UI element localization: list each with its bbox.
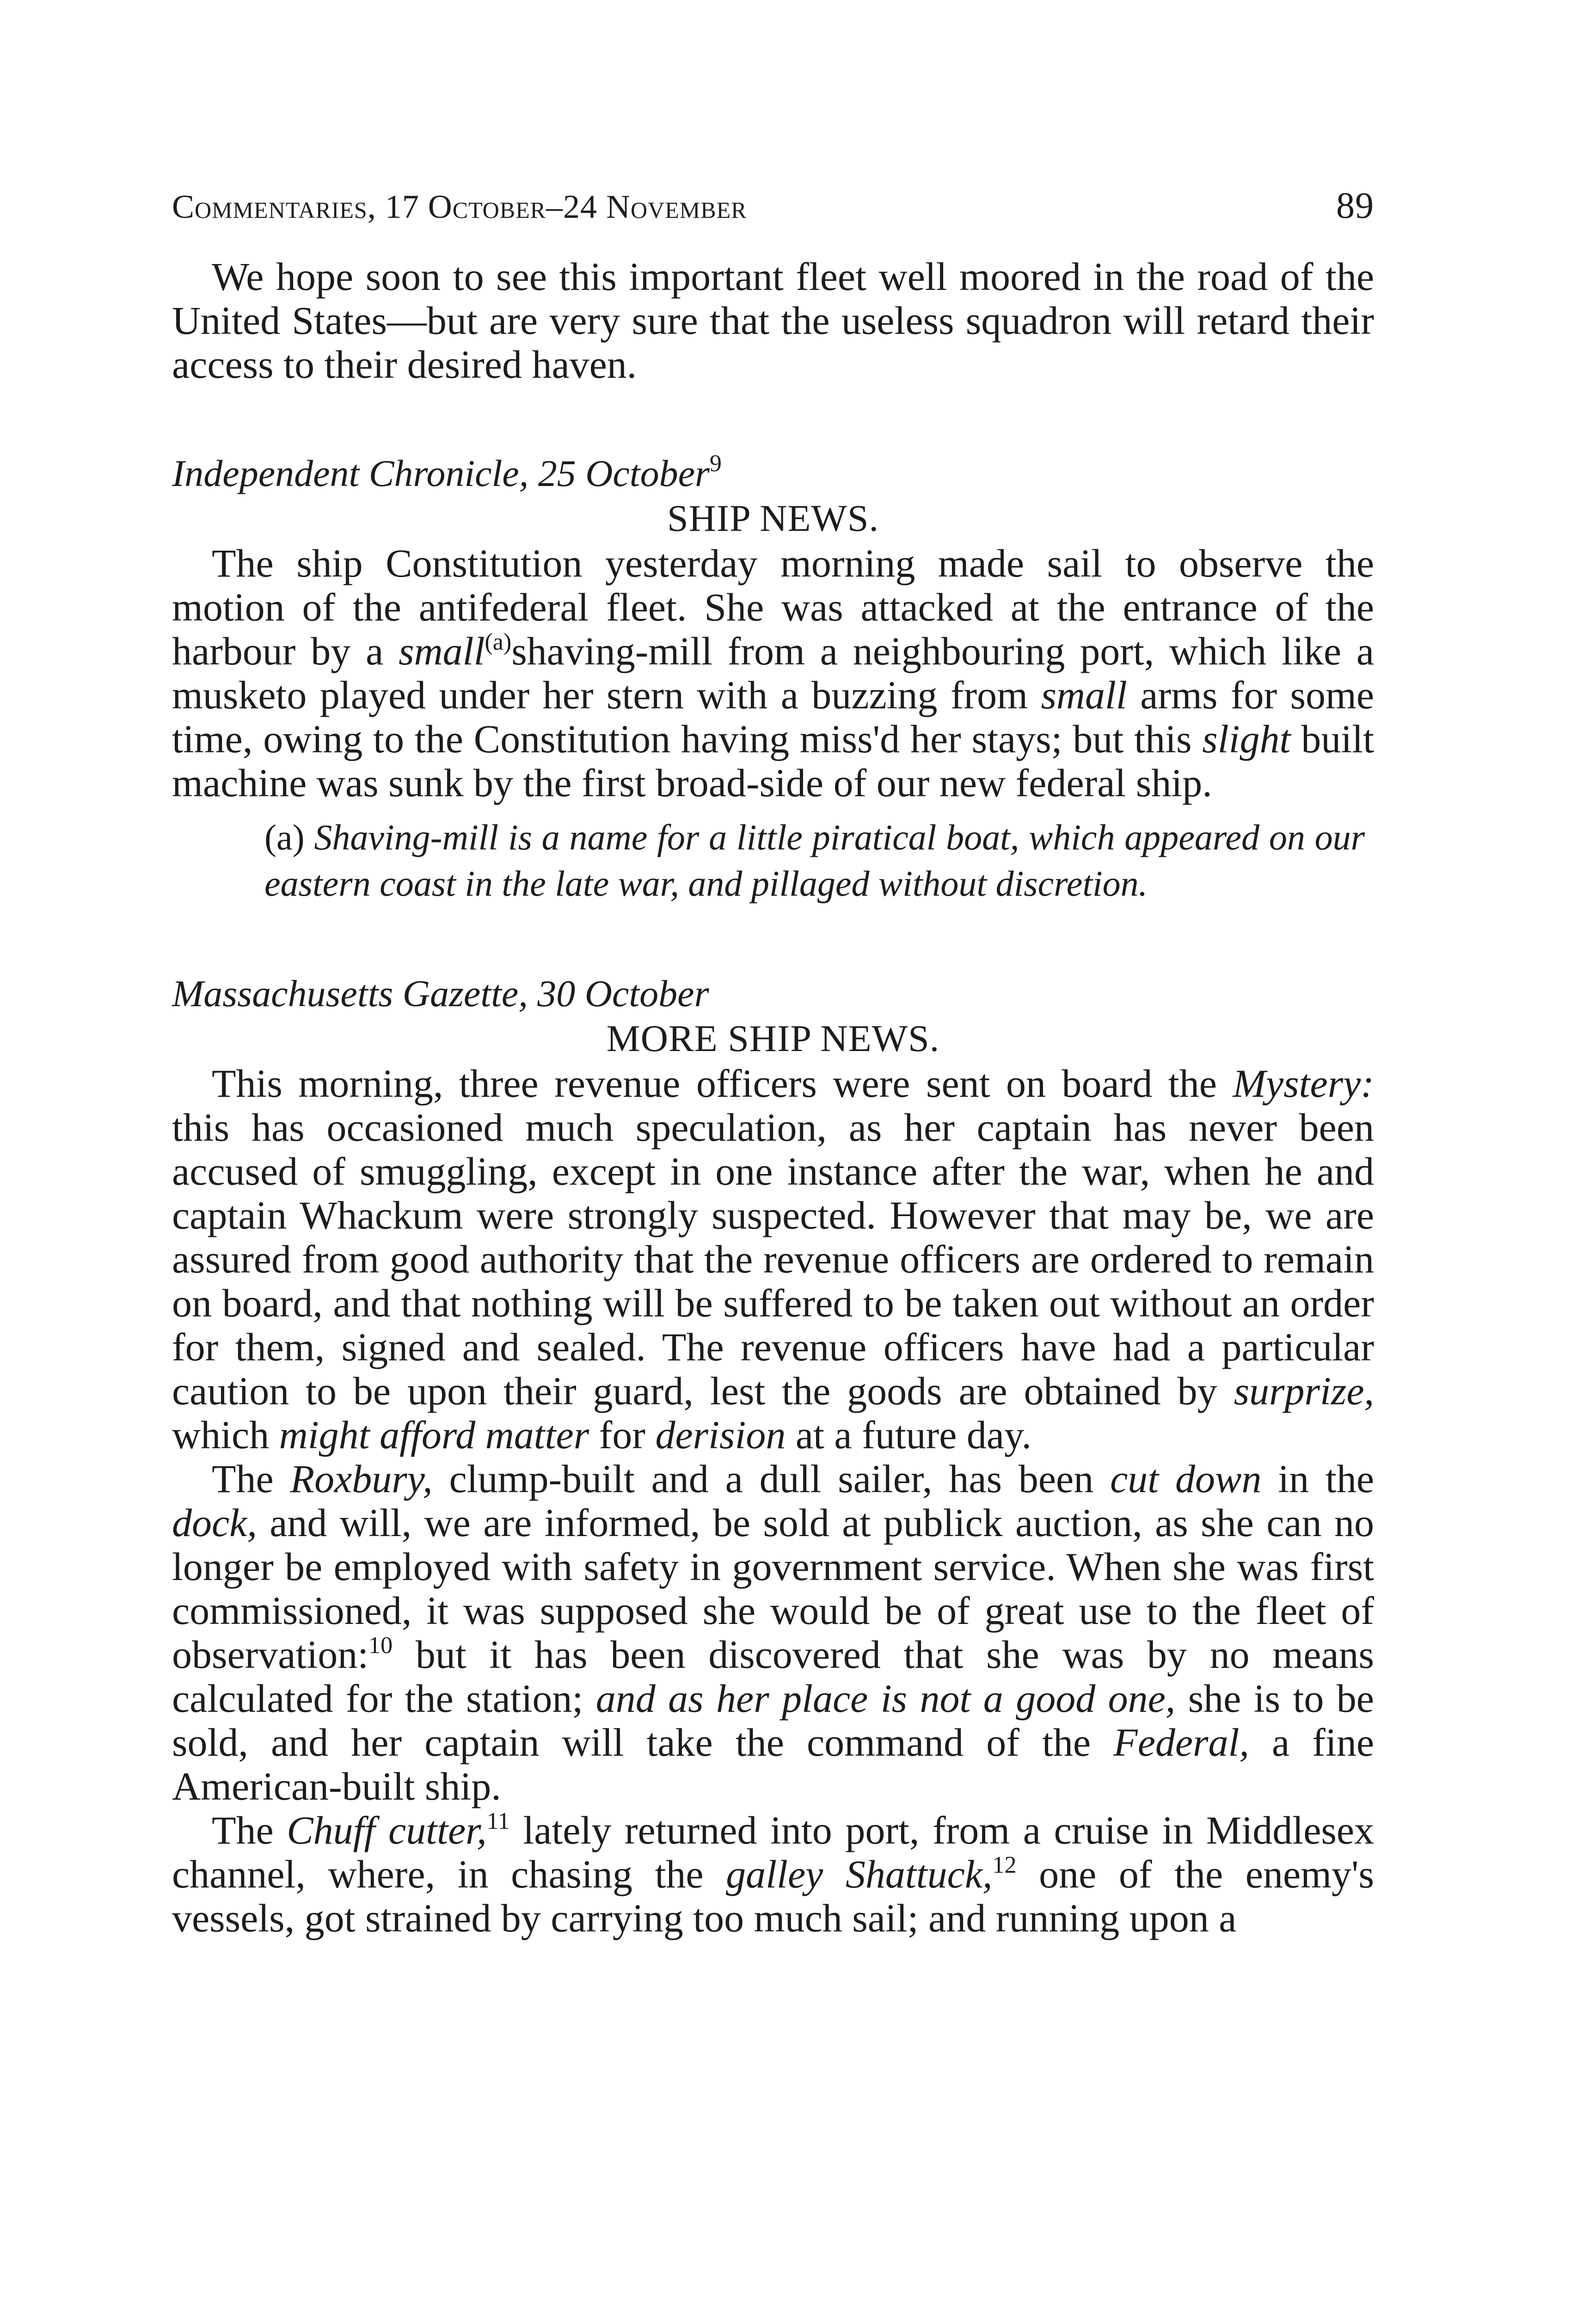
- original-note: [172, 814, 1374, 907]
- ship-news-paragraph: The ship Constitution yesterday morning made sail to observe the motion of the antifederal fleet. She was attacked at the entrance of the harbour by a small$^{(a)}$shaving-mill from a neighbouring port, which like a musketo played under her stern with a buzzing from small arms for some time, owing to the Constitution having miss'd her stays; but this slight built machine was sunk by the first broad-side of our new federal ship.: [172, 541, 1375, 805]
- page-number: 89: [1336, 185, 1374, 226]
- footnote-ref-10: 10: [368, 1632, 393, 1659]
- running-head: [172, 185, 1374, 227]
- note-reference: 9: [709, 450, 722, 477]
- source-line-independent-chronicle: [172, 451, 1374, 495]
- section-heading-more-ship-news: MORE SHIP NEWS.: [606, 1017, 940, 1059]
- inline-note-mark: (a): [485, 629, 512, 655]
- opening-paragraph: We hope soon to see this important fleet well moored in the road of the United States—but are very sure that the useless squadron will retard their access to their desired haven.: [172, 254, 1374, 387]
- document-page: [172, 185, 1374, 1940]
- footnote-ref-11: 11: [486, 1808, 510, 1834]
- footnote-ref-12: 12: [992, 1852, 1017, 1878]
- more-ship-news-paragraph-1: This morning, three revenue officers were sent on board the Mystery: this has occasioned much speculation, as her captain has never been accused of smuggling, except in one instance after the war, when he and captain Whackum were strongly suspected. However that may be, we are assured from good authority that the revenue officers are ordered to remain on board, and that nothing will be suffered to be taken out without an order for them, signed and sealed. The revenue officers have had a particular caution to be upon their guard, lest the goods are obtained by surprize, which might afford matter for derision at a future day.: [172, 1061, 1374, 1457]
- document-body: [172, 255, 1374, 1940]
- running-head-title: Commentaries, 17 October–24 November: [172, 188, 747, 225]
- source-line-massachusetts-gazette: Massachusetts Gazette, 30 October: [172, 972, 709, 1015]
- source-title: Independent Chronicle, 25 October: [172, 452, 710, 494]
- original-note-mark: (a): [264, 817, 305, 857]
- original-note-text: Shaving-mill is a name for a little piratical boat, which appeared on our eastern coast in the late war, and pillaged without discretion.: [264, 817, 1365, 904]
- more-ship-news-paragraph-2: The Roxbury, clump-built and a dull sailer, has been cut down in the dock, and will, we are informed, be sold at publick auction, as she can no longer be employed with safety in government service. When she was first commissioned, it was supposed she would be of great use to the fleet of observation:$^{10}$ but it has been discovered that she was by no means calculated for the station; and as her place is not a good one, she is to be sold, and her captain will take the command of the Federal, a fine American-built ship.: [172, 1457, 1374, 1808]
- more-ship-news-paragraph-3: The Chuff cutter,$^{11}$ lately returned into port, from a cruise in Middlesex channel, where, in chasing the galley Shattuck,$^{12}$ one of the enemy's vessels, got strained by carrying too much sail; and running upon a: [172, 1808, 1375, 1940]
- section-heading-ship-news: SHIP NEWS.: [667, 497, 879, 539]
